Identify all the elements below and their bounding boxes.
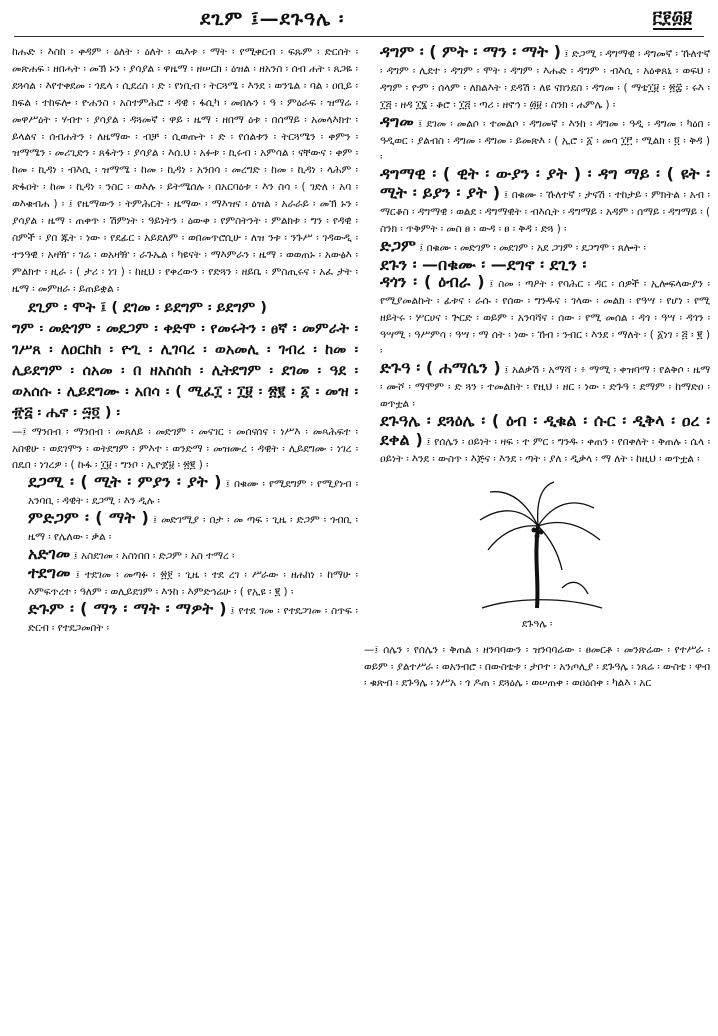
entry: ዳግማዊ ፡ ( ዊት ፡ ውያን ፡ ያት ) ፡ ዳግ ማይ ፡ ( ዩት ፡ ሚት ፡ ይያን ፡ ያት ) ፤ በቁሙ ፡ ኹለተኛ ፡ ታናሽ ፡ ተከታይ ፡ ምክትል ፡ አብ ፡ ማርቆስ ፡ ዳግማዊ ፡ ወልደ ፡ ዳግማዊት ፡ ብእሲት ፡ ዳግማይ ፡ አዳም ፡ ሰማይ ፡ ዳግማይ ፡ ( ስንክ ፡ ጥቅምት ፡ መስ ፀ ፡ ውዳ ፡ ፀ ፡ ቅዳ ፡ ድጓ ) ፡ [380,164,710,236]
page-number: ፫፻፴፱ [652,8,692,28]
entry-sense: —፤ ሰሌን ፡ የሰሌን ፡ ቅጠል ፡ ዘንባባውን ፡ ዝንባባሬው ፡ ፀመርቶ ፡ መንጽሬው ፡ የተሥራ ፡ ወይም ፡ ያልተሥራ ፡ ወአንብሮ ፡ በውስቴቱ ፡ ታቦተ ፡ አንጦሊያ ፡ ደጉዓሌ ፡ ነጸሬ ፡ ውስቴ ፡ ዋብ ፡ ቁጽብ ፡ ደጉዓሌ ፡ ነሥአ ፡ ጎ ዶጠ ፡ ደጓዕሌ ፡ ወሠጠቀ ፡ ወዐዕሰቀ ፡ ካልእ ፡ አር [364,643,710,690]
entry: ድጉም ፡ ( ማን ፡ ማት ፡ ማዎት ) ፤ የተደ ገመ ፡ የተደጋገመ ፡ ስጥፍ ፡ ድርብ ፡ የተደጋመበት ፡ [28,598,358,634]
entry: ዳግመ ፤ ደገመ ፡ መልሶ ፡ ተመልሶ ፡ ዳግመኛ ፡ እንከ ፡ ዳግመ ፡ ዓዲ ፡ ዳግመ ፡ ካዕበ ፡ ዓዲወር ፡ ያልብስ ፡ ዳግመ ፡ ዳግመ ፡ ይመጽእ ፡ ( ኢሮ ፡ ፩ ፡ መሳ ፲፫ ፡ ሚልክ ፡ ፬ ፡ ቅዳ ) ፡ [380,111,710,164]
entry-definition: ግም ፡ መድገም ፡ መደጋም ፡ ቀድሞ ፡ የመሩትን ፡ ፀኛ ፡ መምራት ፡ ገሥጸ ፡ ለዐርከከ ፡ ዮጊ ፡ ሊገባረ ፡ ወአመሊ ፡ ገብረ ፡ ከመ ፡ ሊይደግም ፡ ሰአመ ፡ በ ዘአስሰከ ፡ ሊትደግም ፡ ደገመ ፡ ዓደ ፡ ወአሰሱ ፡ ሊይደግሙ ፡ አበሳ ፡ ( ሚፈ፲ ፡ ፲፱ ፡ ፳፪ ፡ ፩ ፡ መዝ ፡ ፹፭ ፡ ሔኖ ፡ ፵፬ ) ፡ [12,320,358,421]
right-column [364,44,710,1034]
entry: ዳጎን ፡ ( ዕብራ ) ፤ ስመ ፡ ጣዖት ፡ የባሕር ፡ ዳር ፡ ሰዎች ፡ ኢሎፍላውያን ፡ የሚያመልኩት ፡ ፊቱና ፡ ራሱ ፡ የሰው ፡ ግንዱና ፡ ገላው ፡ መልክ ፡ የዓሣ ፡ የሆነ ፡ የሚ ዘይትሩ ፡ ሦርሀና ፡ ጕርድ ፡ ወይም ፡ አንባሻና ፡ ሰው ፡ የሚ መሰል ፡ ዳጎ ፡ ዓሣ ፡ ዳጎን ፡ ዓሣሚ ፡ ዓሥምሳ ፡ ዓሣ ፡ ማ ሰት ፡ ነው ፡ ኸብ ፡ ንብር ፡ እንደ ፡ ማለት ፡ ( ፩ነገ ፡ ፭ ፡ ፪ ) ፡ [380,271,710,358]
entry: ድጋም ፤ በቁሙ ፡ መድገም ፡ መደገም ፡ አደ ጋገም ፡ ደጋግሞ ፡ ጸሎት ፡ [380,235,646,255]
header-rule [14,36,704,37]
palm-tree-illustration [364,478,710,613]
entry: ደጋሚ ፡ ( ሚት ፡ ምያን ፡ ያት ) ፤ በቁሙ ፡ የሚደግም ፡ የሚያነብ ፡ አንባቢ ፡ ዳዊት ፡ ደጋሚ ፡ እን ዲሉ ፡ [28,472,358,508]
entry: አድገመ ፤ አስደገመ ፡ አስነበበ ፡ ድጋም ፡ አስ ተማረ ፡ [28,543,235,563]
entry: ደጉዓሌ ፡ ደጓዕሌ ፡ ( ዕብ ፡ ዲቁል ፡ ሱር ፡ ዲቅላ ፡ ዐረ ፡ ደቀል ) ፤ የሰሌን ፡ ዐይነት ፡ ዛፍ ፡ ተ ምር ፡ ግንዱ ፡ ቀጠን ፡ የበቀለት ፡ ቅጠሉ ፡ ሴላ ፡ ዐይነት ፡ እንደ ፡ ውስጥ ፡ እጅና ፡ እንደ ፡ ጣት ፡ ያለ ፡ ዲቃላ ፡ ማ ለት ፡ ከዚህ ፡ ወጥቷል ፡ [380,411,710,465]
left-column [12,44,358,1034]
entry-sense: —፤ ማንበብ ፡ ማንበብ ፡ መጸለይ ፡ መድገም ፡ መናገር ፡ መሰናሰና ፡ ነሥእ ፡ መጻሕፍተ ፡ አበዊሁ ፡ ወደገሞን ፡ ወትደግም ፡ ምእተ ፡ ወንድማ ፡ መዝሙረ ፡ ዳዊት ፡ ሊይደግሙ ፡ ነገረ ፡ በዴበ ፡ ነገረዎ ፡ ( ኩፋ ፡ ፲፱ ፡ ግንቦ ፡ ኢዮጀ፱ ፡ ፳፪ ) ፡ [12,425,358,472]
entry-headword: ደጊም ፡ ሞት ፤ ( ደገመ ፡ ይደግም ፡ ይደግም ) [28,299,267,316]
entry: ዳግም ፡ ( ምት ፡ ማን ፡ ማት ) ፤ ድጋሚ ፡ ዳግማዊ ፡ ዳግመኛ ፡ ኹለተኛ ፡ ዳግም ፡ ሊደተ ፡ ዳግም ፡ ሞት ፡ ዳግም ፡ እሑድ ፡ ዳግም ፡ ብእሲ ፡ አዕቀጸኒ ፡ ወፍህ ፡ ዳግም ፡ ዮም ፡ ሰላም ፡ ለክልእት ፡ ደዳሽ ፡ ለዩ ናክንደስ ፡ ዳግመ ፡ ( ማቴ፲፱ ፡ ፳፰ ፡ ሩእ ፡ ፲፭ ፡ ዘዳ ፲፮ ፡ ቆሮ ፡ ፲፭ ፡ ጣሪ ፡ ዘኖኅ ፡ ፴፱ ፡ ስንክ ፡ ሐምሌ ) ፡ [380,44,710,111]
entry-headword: ደጉን ፡ —በቁሙ ፡ —ደግኖ ፡ ደጊን ፡ [380,254,587,274]
entry: ተደግመ ፤ ተደገመ ፡ መጣፉ ፡ ፳፻ ፡ ጊዜ ፡ ተደ ረገ ፡ ሥራው ፡ ዘሐከነ ፡ ከማሁ ፡ እምፍጥረተ ፡ ዓለም ፡ ወሊይደገም ፡ እንከ ፡ እምድኅሬሁ ፡ ( የኢዩ ፡ ፪ ) ፡ [28,562,358,598]
entry: ድጉዓ ፡ ( ሐማሴን ) ፤ አልቃሽ ፡ አማሻ ፡ ፥ ማሚ ፡ ቀዝባማ ፡ የልቅሶ ፡ ዜማ ፡ ሙሾ ፡ ማሞም ፡ ድ ጓን ፡ ተመልክት ፡ የዚህ ፡ ዘር ፡ ነው ፡ ድጉዓ ፡ ደማም ፡ ከማድዐ ፡ ወጥቷል ፡ [380,358,710,411]
entry-continuation: ከሑድ ፡ እስከ ፡ ቀዳም ፡ ዕለት ፡ ዕለት ፡ ዉእቱ ፡ ማት ፡ የሚቀርብ ፡ ፍጹም ፡ ድርሰት ፡ መጽሐፍ ፡ ዘበሓት ፡ መኽ ኑን ፡ ያሳያል ፡ ዋዜማ ፡ ዘሠርክ ፡ ዕዝል ፡ ዘአንስ ፡ ሰብ ሐት ፡ ጸጋዬ ፡ ደጓሳል ፡ እየተቀደመ ፡ ጎዴላ ፡ ሲደረስ ፡ ድ ፡ የነቢብ ፡ ትርጓሜ ፡ እንደ ፡ ወንጌል ፡ ባል ፡ ዐቢይ ፡ ክፍል ፡ ተከፍሎ ፡ ዮሐንስ ፡ አስተምሕሮ ፡ ዳዊ ፡ ፋሲካ ፡ መበሉን ፡ ዓ ፡ ምዕራፍ ፡ ዝማሬ ፡ መዋሥዕት ፡ ሃብተ ፡ ያሳያል ፡ ዳጓመኛ ፡ ዋይ ፡ ዜማ ፡ ዘበማ ዕቱ ፡ በሰማይ ፡ አመላእክተ ፡ ይላልና ፡ ሰብሐትን ፡ ለዜማው ፡ ብቻ ፡ ሲወጡት ፡ ድ ፡ የሰልቱን ፡ ትርጓሜን ፡ ቀምን ፡ ዝማሜን ፡ መሪጊድን ፡ ጸፋትን ፡ ያሳያል ፡ እሰ.ህ ፡ አፉቱ ፡ ኪሩብ ፡ አምሳል ፡ ናቸውና ፡ ቀም ፡ ከመ ፡ ኪዳነ ፡ ብእሲ ፡ ዝማሜ ፡ ከመ ፡ ኪዳነ ፡ አንበሳ ፡ መረግድ ፡ ከመ ፡ ኪዳነ ፡ ላሕም ፡ ጽፋዐት ፡ ከመ ፡ ኪዳነ ፡ ንስር ፡ ወእሉ ፡ ይትሜሰሉ ፡ በአርባዕቱ ፡ እን ስሳ ፡ ( ገድለ ፡ አባ ፡ ወእቁብሐ ) ፡ ፤ የዜማውን ፡ ትምሕርት ፡ ዜማው ፡ ማእዝና ፡ ዕዝል ፡ አራራይ ፡ መኽ ኑን ፡ ያሳያል ፡ ዜማ ፡ ጠቀጥ ፡ ሽምነት ፡ ዓይነትን ፡ ዕውቀ ፡ የምስትንት ፡ ምልክቱ ፡ ግን ፡ የዳዊ ፡ ስምች ፡ ያበ ጁት ፡ ነው ፡ የደፊር ፡ አይደለም ፡ ወበመጥሮሲሁ ፡ ለዝ ንቱ ፡ ንጉሥ ፡ ገዳውዲ ፡ ተንዓዊ ፡ አዛዥ ፡ ገሬ ፡ ወአዛዥ ፡ ራጉኤል ፡ ካዩናት ፡ ማእምራን ፡ ዜማ ፡ ወወጠኑ ፡ አውፅእ ፡ ምልክተ ፡ ዚራ ፡ ( ታሪ ፡ ነገ ) ፡ ከዚህ ፡ የቀረውን ፡ የድጓን ፡ ዘይቤ ፡ ምስጢሩና ፡ አፈ ታት ፡ ዜማ ፡ መምዘራ ፡ ይጠይቋል ፡ [12,46,358,295]
palm-tree-icon [462,478,612,613]
entry: ምድጋም ፡ ( ማት ) ፤ መድገሚያ ፡ በታ ፡ መ ጣፍ ፡ ጊዜ ፡ ድጋም ፡ ጎብቢ ፡ ዜማ ፡ የሌለው ፡ ቃል ፡ [28,508,358,544]
running-head: ደጊም ፤—ደጉዓሌ ፡ [200,8,345,30]
figure-caption: ደጉዓሌ ፡ [521,618,553,630]
page-header [0,0,718,44]
